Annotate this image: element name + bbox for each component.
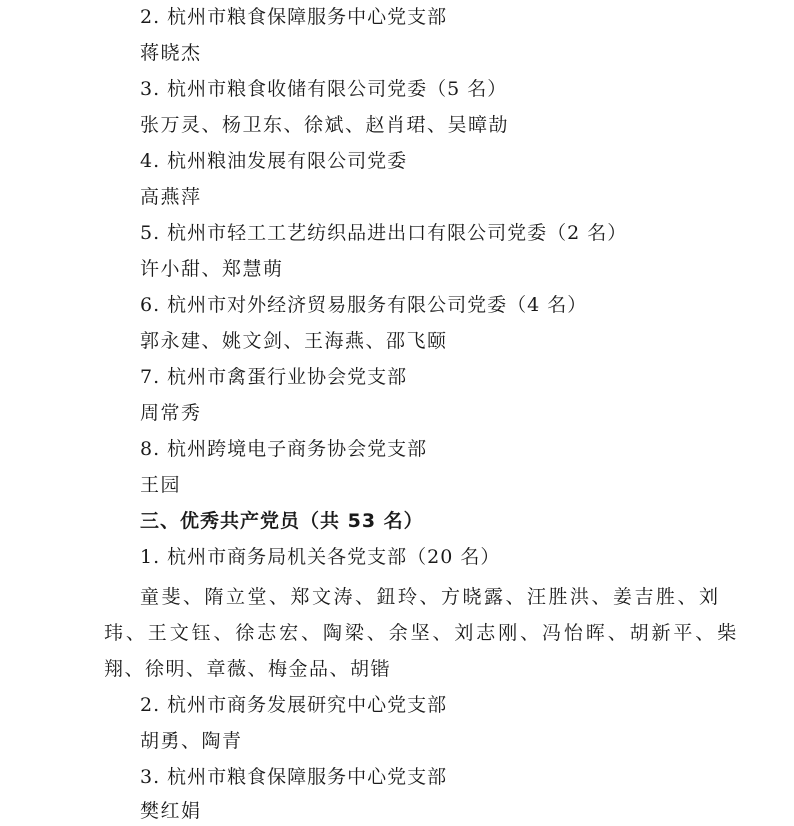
org-line: 2. 杭州市粮食保障服务中心党支部 <box>140 6 448 28</box>
names-line: 翔、徐明、章薇、梅金品、胡锴 <box>104 658 392 680</box>
names-line: 郭永建、姚文剑、王海燕、邵飞颐 <box>140 330 448 352</box>
names-line: 王园 <box>140 474 182 496</box>
org-line: 1. 杭州市商务局机关各党支部（20 名） <box>140 546 501 568</box>
names-line: 玮、王文钰、徐志宏、陶梁、余坚、刘志刚、冯怡晖、胡新平、柴 <box>104 622 740 644</box>
names-line: 张万灵、杨卫东、徐斌、赵肖珺、吴暲劼 <box>140 114 510 136</box>
names-line: 许小甜、郑慧萌 <box>140 258 284 280</box>
org-line: 3. 杭州市粮食保障服务中心党支部 <box>140 766 448 788</box>
names-line: 蒋晓杰 <box>140 42 202 64</box>
org-line: 4. 杭州粮油发展有限公司党委 <box>140 150 408 172</box>
section-heading: 三、优秀共产党员（共 53 名） <box>140 510 424 532</box>
names-line: 樊红娟 <box>140 800 202 822</box>
names-line: 童斐、隋立堂、郑文涛、鈕玲、方晓露、汪胜洪、姜吉胜、刘 <box>140 586 721 608</box>
names-line: 高燕萍 <box>140 186 202 208</box>
org-line: 8. 杭州跨境电子商务协会党支部 <box>140 438 428 460</box>
org-line: 5. 杭州市轻工工艺纺织品进出口有限公司党委（2 名） <box>140 222 628 244</box>
names-line: 胡勇、陶青 <box>140 730 243 752</box>
org-line: 6. 杭州市对外经济贸易服务有限公司党委（4 名） <box>140 294 588 316</box>
org-line: 3. 杭州市粮食收储有限公司党委（5 名） <box>140 78 508 100</box>
org-line: 2. 杭州市商务发展研究中心党支部 <box>140 694 448 716</box>
names-line: 周常秀 <box>140 402 202 424</box>
org-line: 7. 杭州市禽蛋行业协会党支部 <box>140 366 408 388</box>
